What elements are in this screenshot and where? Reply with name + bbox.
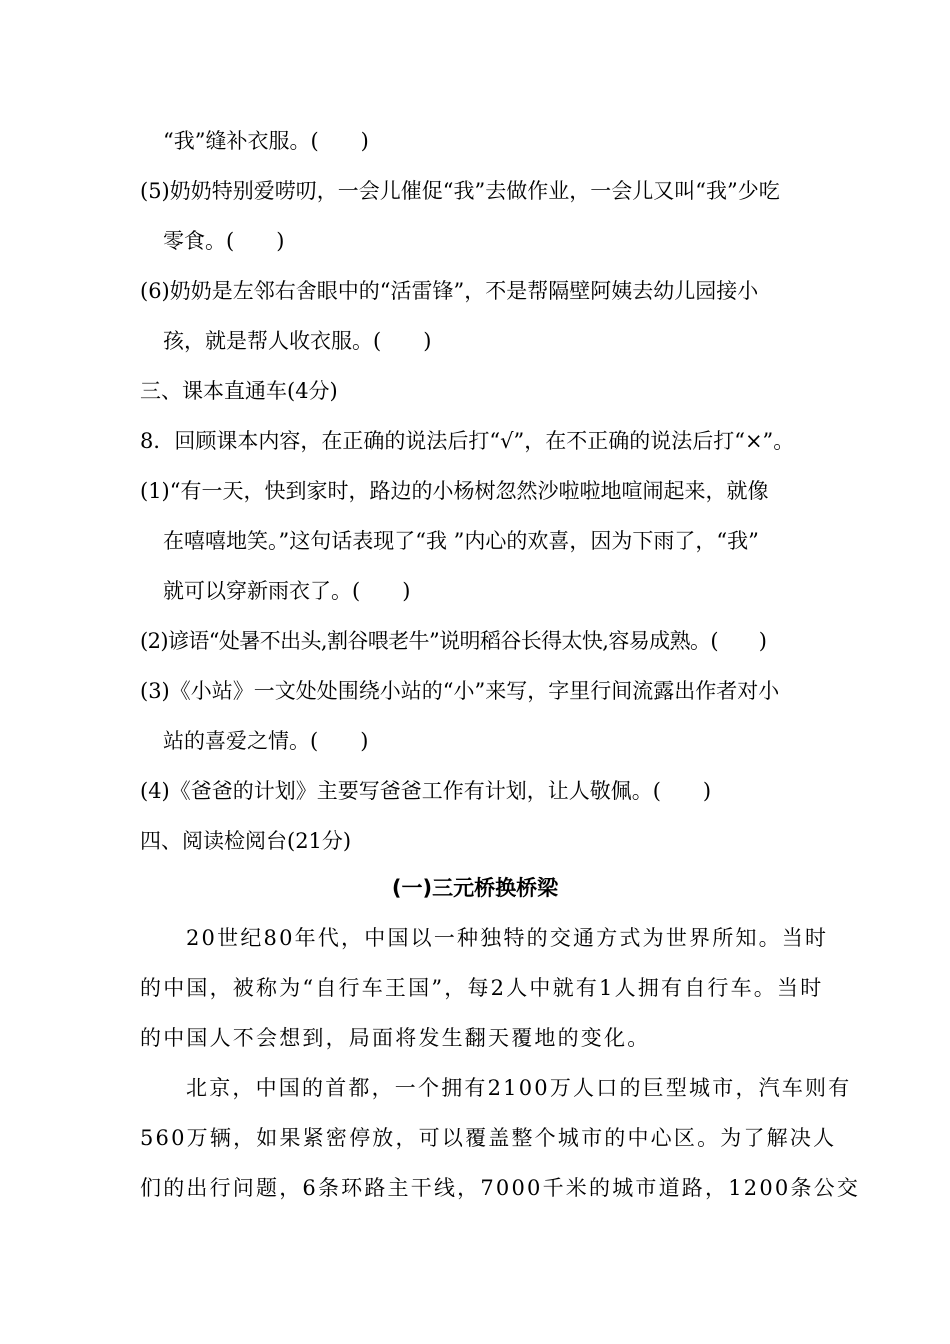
section-3-heading: 三、课本直通车(4分)	[140, 379, 338, 403]
reading-passage-title: (一)三元桥换桥梁	[391, 876, 559, 900]
question-7-5-line-1: (5)奶奶特别爱唠叨，一会儿催促“我”去做作业，一会儿又叫“我”少吃	[140, 179, 780, 203]
question-7-6-line-2: 孩，就是帮人收衣服。( )	[163, 329, 432, 353]
question-7-5-line-2: 零食。( )	[163, 229, 285, 253]
question-8-4: (4)《爸爸的计划》主要写爸爸工作有计划，让人敬佩。( )	[140, 779, 712, 803]
passage-paragraph-2-line-1: 北京，中国的首都，一个拥有2100万人口的巨型城市，汽车则有	[186, 1076, 852, 1100]
question-7-6-line-1: (6)奶奶是左邻右舍眼中的“活雷锋”，不是帮隔壁阿姨去幼儿园接小	[140, 279, 759, 303]
question-8-1-line-2: 在嘻嘻地笑。”这句话表现了“我 ”内心的欢喜，因为下雨了，“我”	[163, 529, 759, 553]
question-7-4-continuation: “我”缝补衣服。( )	[163, 129, 369, 153]
passage-paragraph-1-line-1: 20世纪80年代，中国以一种独特的交通方式为世界所知。当时	[186, 926, 829, 950]
question-8-stem: 8．回顾课本内容，在正确的说法后打“√”，在不正确的说法后打“×”。	[140, 429, 795, 453]
passage-paragraph-1-line-2: 的中国，被称为“自行车王国”，每2人中就有1人拥有自行车。当时	[140, 976, 824, 1000]
question-8-1-line-1: (1)“有一天，快到家时，路边的小杨树忽然沙啦啦地喧闹起来，就像	[140, 479, 769, 503]
passage-paragraph-1-line-3: 的中国人不会想到，局面将发生翻天覆地的变化。	[140, 1026, 651, 1050]
question-8-2: (2)谚语“处暑不出头,割谷喂老牛”说明稻谷长得太快,容易成熟。( )	[140, 629, 767, 653]
passage-paragraph-2-line-3: 们的出行问题，6条环路主干线，7000千米的城市道路，1200条公交	[140, 1176, 861, 1200]
question-8-3-line-2: 站的喜爱之情。( )	[163, 729, 369, 753]
question-8-1-line-3: 就可以穿新雨衣了。( )	[163, 579, 411, 603]
passage-paragraph-2-line-2: 560万辆，如果紧密停放，可以覆盖整个城市的中心区。为了解决人	[140, 1126, 837, 1150]
section-4-heading: 四、阅读检阅台(21分)	[140, 829, 352, 853]
question-8-3-line-1: (3)《小站》一文处处围绕小站的“小”来写，字里行间流露出作者对小	[140, 679, 780, 703]
